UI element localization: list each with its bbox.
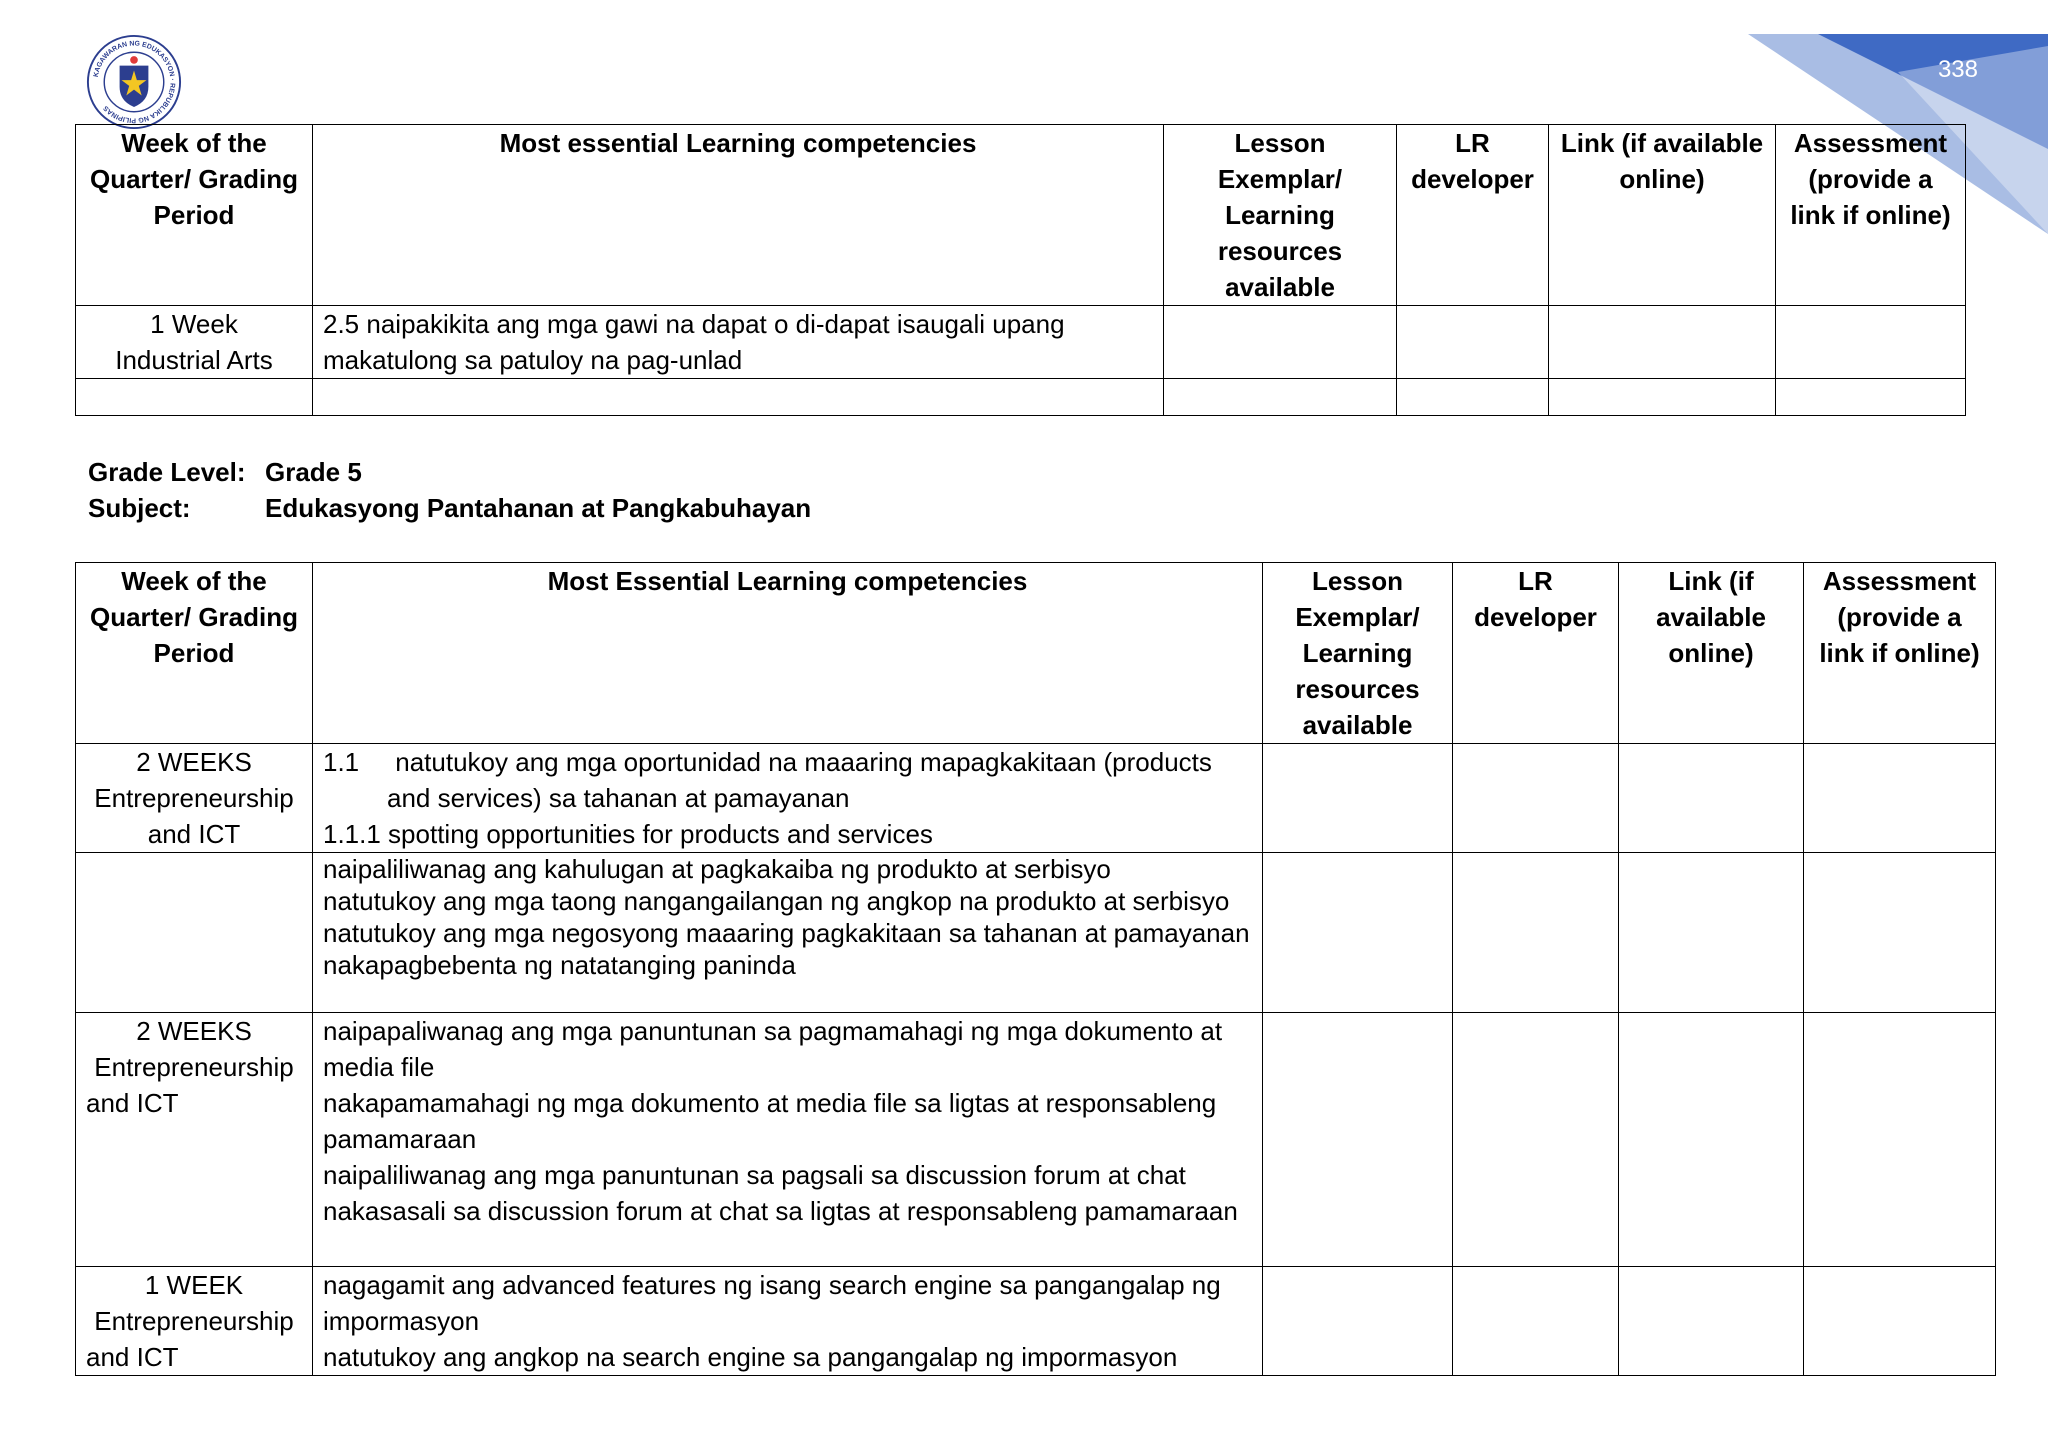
competency-item: 1.1 natutukoy ang mga oportunidad na maaaring mapagkakitaan (products and services) sa tahanan at pamayanan bbox=[323, 747, 1212, 813]
competency-table-epp bbox=[75, 562, 1996, 1376]
table-row bbox=[76, 853, 1996, 1013]
competency-item: natutukoy ang mga taong nangangailangan ng angkop na produkto at serbisyo bbox=[323, 886, 1230, 916]
header-link: Link (if available online) bbox=[1549, 125, 1776, 306]
deped-seal-logo bbox=[86, 34, 182, 130]
competency-item: nakapamamahagi ng mga dokumento at media file sa ligtas at responsableng pamamaraan bbox=[323, 1088, 1217, 1154]
subject-value: Edukasyong Pantahanan at Pangkabuhayan bbox=[265, 493, 812, 523]
table-row bbox=[76, 306, 1966, 379]
table-row-empty bbox=[76, 379, 1966, 416]
grade-level-value: Grade 5 bbox=[265, 457, 362, 487]
week-cell: 1 Week Industrial Arts bbox=[76, 306, 313, 379]
week-cell: 2 WEEKS Entrepreneurship and ICT bbox=[76, 744, 313, 853]
week-cell: 1 WEEK Entrepreneurship and ICT bbox=[76, 1267, 313, 1376]
empty-cell bbox=[1776, 306, 1966, 379]
competency-item: natutukoy ang mga negosyong maaaring pagkakitaan sa tahanan at pamayanan bbox=[323, 918, 1250, 948]
table-row bbox=[76, 744, 1996, 853]
grade-level-line bbox=[88, 454, 362, 490]
competency-cell: 2.5 naipakikita ang mga gawi na dapat o di-dapat isaugali upang makatulong sa patuloy na pag-unlad bbox=[313, 306, 1164, 379]
page-number: 338 bbox=[1937, 56, 1978, 83]
header-lesson-exemplar: Lesson Exemplar/ Learning resources available bbox=[1164, 125, 1397, 306]
competency-item: nakasasali sa discussion forum at chat sa ligtas at responsableng pamamaraan bbox=[323, 1196, 1238, 1226]
competency-item: nakapagbebenta ng natatanging paninda bbox=[323, 950, 796, 980]
empty-cell bbox=[1397, 306, 1549, 379]
table-header-row bbox=[76, 125, 1966, 306]
competency-item: natutukoy ang angkop na search engine sa pangangalap ng impormasyon bbox=[323, 1342, 1178, 1372]
competency-table-industrial-arts bbox=[75, 124, 1966, 416]
header-competencies: Most essential Learning competencies bbox=[313, 125, 1164, 306]
competency-item: naipapaliwanag ang mga panuntunan sa pagmamahagi ng mga dokumento at media file bbox=[323, 1016, 1223, 1082]
table-row bbox=[76, 1013, 1996, 1267]
empty-cell bbox=[1549, 306, 1776, 379]
table-row bbox=[76, 1267, 1996, 1376]
competency-item: naipaliliwanag ang mga panuntunan sa pagsali sa discussion forum at chat bbox=[323, 1160, 1186, 1190]
header-competencies: Most Essential Learning competencies bbox=[313, 563, 1263, 744]
header-lr-developer: LR developer bbox=[1397, 125, 1549, 306]
header-assessment: Assessment (provide a link if online) bbox=[1804, 563, 1996, 744]
header-week: Week of the Quarter/ Grading Period bbox=[76, 125, 313, 306]
competency-cell bbox=[313, 853, 1263, 1013]
grade-level-label: Grade Level: bbox=[88, 457, 246, 487]
header-link: Link (if available online) bbox=[1619, 563, 1804, 744]
competency-cell bbox=[313, 1267, 1263, 1376]
subject-line bbox=[88, 490, 811, 526]
competency-item: 1.1.1 spotting opportunities for products and services bbox=[323, 819, 933, 849]
seal-text: KAGAWARAN NG EDUKASYON · REPUBLIKA NG PILIPINAS bbox=[92, 40, 176, 124]
table-header-row bbox=[76, 563, 1996, 744]
week-cell bbox=[76, 853, 313, 1013]
empty-cell bbox=[1164, 306, 1397, 379]
header-lesson-exemplar: Lesson Exemplar/ Learning resources available bbox=[1263, 563, 1453, 744]
competency-cell bbox=[313, 744, 1263, 853]
competency-item: nagagamit ang advanced features ng isang search engine sa pangangalap ng impormasyon bbox=[323, 1270, 1221, 1336]
subject-label: Subject: bbox=[88, 493, 191, 523]
competency-item: naipaliliwanag ang kahulugan at pagkakaiba ng produkto at serbisyo bbox=[323, 854, 1111, 884]
competency-cell bbox=[313, 1013, 1263, 1267]
header-lr-developer: LR developer bbox=[1453, 563, 1619, 744]
header-week: Week of the Quarter/ Grading Period bbox=[76, 563, 313, 744]
header-assessment: Assessment (provide a link if online) bbox=[1776, 125, 1966, 306]
week-cell: 2 WEEKS Entrepreneurship and ICT bbox=[76, 1013, 313, 1267]
